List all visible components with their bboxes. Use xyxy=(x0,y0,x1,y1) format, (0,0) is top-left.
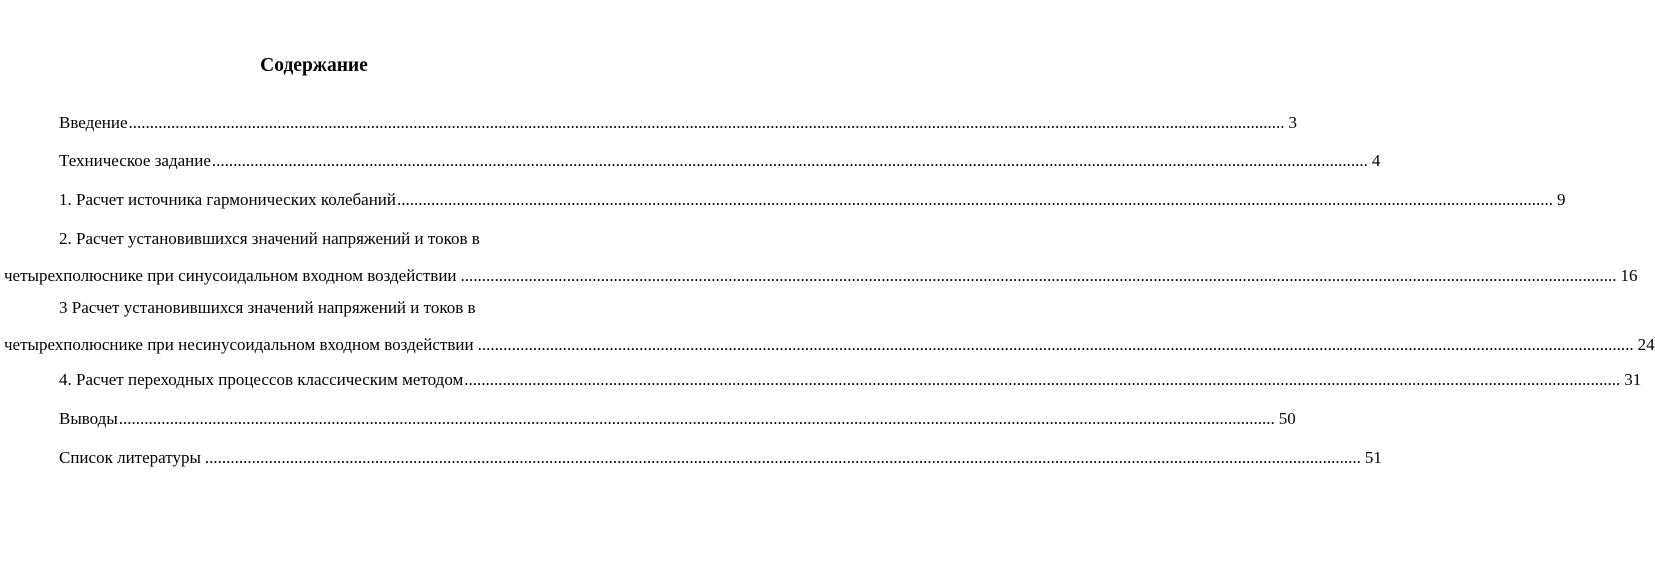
toc-entry xyxy=(4,229,1638,286)
toc-entry xyxy=(4,448,1382,468)
toc-entry-text-line1: 2. Расчет установившихся значений напряжений и токов в xyxy=(59,229,480,248)
toc-entry xyxy=(4,409,1296,429)
toc-entry xyxy=(4,151,1381,171)
toc-entry-text-line2: четырехполюснике при синусоидальном входном воздействии xyxy=(4,266,457,285)
toc-leader-dots: ................................................................................................................................................................................................................................................................................ xyxy=(118,409,1275,428)
toc-entry-text-line2: четырехполюснике при несинусоидальном входном воздействии xyxy=(4,335,474,354)
toc-leader-dots: ................................................................................................................................................................................................................................................................................ xyxy=(397,190,1554,209)
toc-page-number: 24 xyxy=(1637,335,1655,354)
toc-page-number: 51 xyxy=(1364,448,1382,467)
toc-page-number: 9 xyxy=(1557,190,1566,209)
toc-leader-dots: ................................................................................................................................................................................................................................................................................ xyxy=(460,266,1617,285)
toc-entry-text: 1. Расчет источника гармонических колебаний xyxy=(59,190,397,209)
toc-title: Содержание xyxy=(260,55,368,76)
toc-entry-text: Техническое задание xyxy=(59,151,211,170)
toc-page-number: 3 xyxy=(1288,113,1298,132)
toc-page-number: 31 xyxy=(1624,370,1642,389)
toc-leader-dots: ................................................................................................................................................................................................................................................................................ xyxy=(211,151,1368,170)
toc-page-number: 16 xyxy=(1620,266,1638,285)
toc-entry xyxy=(4,113,1298,133)
toc-page-number: 4 xyxy=(1371,151,1381,170)
toc-entry-text: Список литературы xyxy=(59,448,201,467)
toc-leader-dots: ................................................................................................................................................................................................................................................................................ xyxy=(128,113,1285,132)
toc-entry-text: 4. Расчет переходных процессов классическим методом xyxy=(59,370,464,389)
toc-entry xyxy=(4,190,1566,210)
toc-entry xyxy=(4,370,1642,390)
toc-entry-text-line1: 3 Расчет установившихся значений напряжений и токов в xyxy=(59,298,476,317)
toc-leader-dots: ................................................................................................................................................................................................................................................................................ xyxy=(464,370,1621,389)
toc-entry xyxy=(4,298,1655,355)
toc-leader-dots: ................................................................................................................................................................................................................................................................................ xyxy=(204,448,1361,467)
toc-entry-text: Выводы xyxy=(59,409,118,428)
toc-page-number: 50 xyxy=(1278,409,1296,428)
toc-entry-text: Введение xyxy=(59,113,128,132)
toc-leader-dots: ................................................................................................................................................................................................................................................................................ xyxy=(477,335,1634,354)
